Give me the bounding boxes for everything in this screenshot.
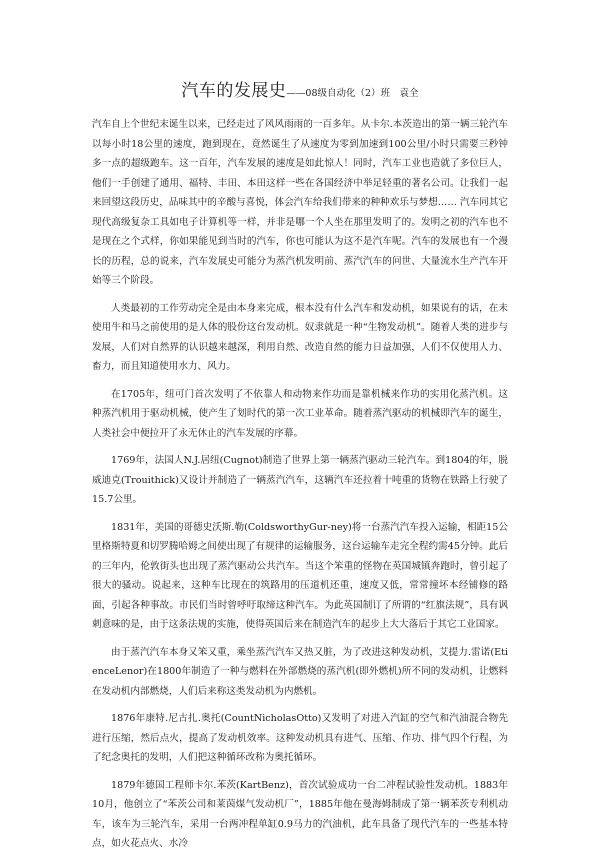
document-title: 汽车的发展史 bbox=[181, 81, 287, 101]
paragraph-intro: 汽车自上个世纪末诞生以来，已经走过了风风雨雨的一百多年。从卡尔.本茨造出的第一辆三轮汽车以每小时18公里的速度，跑到现在，竟然诞生了从速度为零到加速到100公里/小时只需要三秒钟多一点的超级跑车。这一百年，汽车发展的速度是如此惊人！同时，汽车工业也造就了多位巨人，他们一手创建了通用、福特、丰田、本田这样一些在各国经济中举足轻重的著名公司。让我们一起来回望这段历史，品味其中的辛酸与喜悦，体会汽车给我们带来的种种欢乐与梦想…… 汽车同其它现代高级复杂工具如电子计算机等一样，并非是哪一个人坐在那里发明了的。发明之初的汽车也不是现在之个式样，你如果能见到当时的汽车，你也可能认为这不是汽车呢。汽车的发展也有一个漫长的历程，总的说来，汽车发展史可能分为蒸汽机发明前、蒸汽汽车的问世、大量流水生产汽车开始等三个阶段。 bbox=[92, 119, 508, 286]
paragraph-human-power: 人类最初的工作劳动完全是由本身来完成，根本没有什么汽车和发动机，如果说有的话，在未使用牛和马之前使用的是人体的股份这台发动机。奴隶就是一种“生物发动机”。随着人类的进步与发展，人们对自然界的认识越来越深，利用自然、改造自然的能力日益加强，人们不仅使用人力、畜力，而且知道使用水力、风力。 bbox=[92, 302, 508, 372]
paragraph-steam-engine: 在1705年，纽可门首次发明了不依靠人和动物来作功而是靠机械来作功的实用化蒸汽机。这种蒸汽机用于驱动机械，使产生了划时代的第一次工业革命。随着蒸汽驱动的机械即汽车的诞生，人类社会中便拉开了永无休止的汽车发展的序幕。 bbox=[92, 388, 508, 439]
paragraph-gurney: 1831年，美国的哥德史沃斯.勒(ColdsworthyGur-ney)将一台蒸汽汽车投入运输，相距15公里格斯特夏和切罗腾哈姆之间使出现了有规律的运输服务，这台运输车走完全程约需45分钟。此后的三年内，伦敦街头也出现了蒸汽驱动公共汽车。当这个笨重的怪物在英国城镇奔跑时，曾引起了很大的骚动。说起来，这种车比现在的筑路用的压道机还重，速度又低，常常撞坏本经铺修的路面，引起各种事故。市民们当时曾呼吁取缔这种汽车。为此英国制订了所谓的“红旗法规”，具有讽刺意味的是，由于这条法规的实施，使得英国后来在制造汽车的起步上大大落后于其它工业国家。 bbox=[92, 521, 508, 630]
document-title-line bbox=[92, 76, 508, 101]
paragraph-cugnot: 1769年，法国人N.J.居纽(Cugnot)制造了世界上第一辆蒸汽驱动三轮汽车。到1804的年，脱威迪克(Trouithick)又设计并制造了一辆蒸汽汽车，这辆汽车还拉着十吨重的货物在铁路上行驶了15.7公里。 bbox=[92, 455, 508, 505]
paragraph-lenoir: 由于蒸汽汽车本身又笨又重，乘坐蒸汽汽车又热又脏，为了改进这种发动机，艾提力.雷诺(EtienceLenor)在1800年制造了一种与燃料在外部燃烧的蒸汽机(即外燃机)所不同的发动机，让燃料在发动机内部燃烧，人们后来称这类发动机为内燃机。 bbox=[92, 646, 508, 697]
document-author-line: ——08级自动化（2）班 袁全 bbox=[286, 88, 419, 99]
paragraph-otto: 1876年康特.尼古扎.奥托(CountNicholasOtto)又发明了对进入汽缸的空气和汽油混合物先进行压缩，然后点火，提高了发动机效率。这种发动机具有进气、压缩、作功、排气四个行程，为了纪念奥托的发明，人们把这种循环改称为奥托循环。 bbox=[92, 713, 508, 763]
paragraph-benz: 1879年德国工程师卡尔.苯茨(KartBenz)，首次试验成功一台二冲程试验性发动机。1883年10月，他创立了“苯茨公司和莱茵煤气发动机厂”，1885年他在曼海姆制成了第一辆苯茨专利机动车，该车为三轮汽车，采用一台两冲程单缸0.9马力的汽油机，此车具备了现代汽车的一些基本特点，如火花点火、水冷 bbox=[92, 779, 508, 849]
